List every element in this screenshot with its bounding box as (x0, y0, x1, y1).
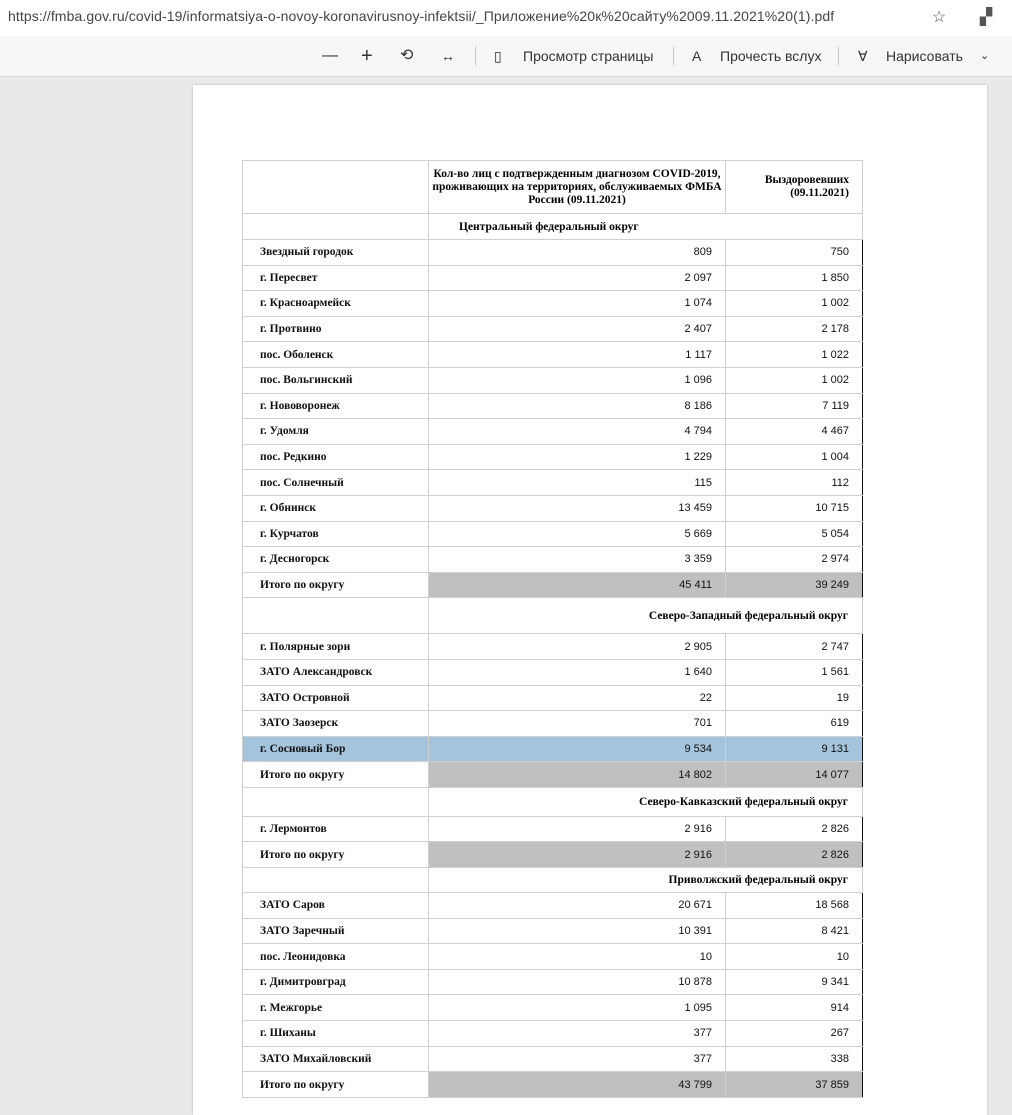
place-name: пос. Оболенск (243, 342, 429, 368)
cases-value: 1 229 (429, 444, 726, 470)
cases-value: 2 407 (429, 316, 726, 342)
region-title: Северо-Западный федеральный округ (429, 598, 863, 634)
url-text[interactable]: https://fmba.gov.ru/covid-19/informatsiya-o-novoy-koronavirusnoy-infektsii/_Приложение%20к%20сайту%2009.11.2021%20(1).pdf (8, 8, 835, 24)
region-title: Северо-Кавказский федеральный округ (429, 787, 863, 816)
place-name: г. Обнинск (243, 495, 429, 521)
total-cases: 2 916 (429, 842, 726, 868)
recovered-value: 1 850 (726, 265, 863, 291)
cases-value: 9 534 (429, 736, 726, 762)
table-row (243, 419, 863, 445)
table-row (243, 367, 863, 393)
total-recovered: 37 859 (726, 1072, 863, 1098)
place-name: Звездный городок (243, 240, 429, 266)
total-cases: 45 411 (429, 572, 726, 598)
recovered-value: 18 568 (726, 893, 863, 919)
place-name: ЗАТО Александровск (243, 659, 429, 685)
region-row (243, 598, 863, 634)
star-add-icon[interactable]: ☆ (931, 9, 947, 26)
table-row (243, 1046, 863, 1072)
recovered-value: 619 (726, 711, 863, 737)
recovered-value: 7 119 (726, 393, 863, 419)
toolbar-divider (838, 47, 839, 65)
place-name: пос. Вольгинский (243, 367, 429, 393)
cases-value: 1 074 (429, 291, 726, 317)
recovered-value: 914 (726, 995, 863, 1021)
region-row (243, 214, 863, 240)
table-row (243, 316, 863, 342)
cases-value: 1 095 (429, 995, 726, 1021)
total-label: Итого по округу (243, 572, 429, 598)
cases-value: 2 905 (429, 634, 726, 660)
covid-table (242, 160, 863, 1098)
total-label: Итого по округу (243, 762, 429, 788)
recovered-value: 10 (726, 944, 863, 970)
cases-value: 701 (429, 711, 726, 737)
place-name: пос. Солнечный (243, 470, 429, 496)
recovered-value: 338 (726, 1046, 863, 1072)
recovered-value: 1 022 (726, 342, 863, 368)
zoom-out-button[interactable]: — (322, 47, 338, 64)
place-name: г. Десногорск (243, 547, 429, 573)
place-name: г. Красноармейск (243, 291, 429, 317)
total-recovered: 39 249 (726, 572, 863, 598)
toolbar-divider (673, 47, 674, 65)
recovered-value: 267 (726, 1021, 863, 1047)
place-name: г. Димитровград (243, 969, 429, 995)
table-row (243, 944, 863, 970)
table-row (243, 495, 863, 521)
place-name: г. Нововоронеж (243, 393, 429, 419)
place-name: ЗАТО Заречный (243, 918, 429, 944)
place-name: пос. Леонидовка (243, 944, 429, 970)
cases-value: 13 459 (429, 495, 726, 521)
recovered-value: 750 (726, 240, 863, 266)
cases-value: 115 (429, 470, 726, 496)
total-cases: 43 799 (429, 1072, 726, 1098)
total-label: Итого по округу (243, 842, 429, 868)
rotate-icon[interactable]: ⟲ (400, 47, 414, 64)
region-cell-empty (243, 214, 429, 240)
place-name: г. Лермонтов (243, 816, 429, 842)
place-name: г. Сосновый Бор (243, 736, 429, 762)
place-name: г. Удомля (243, 419, 429, 445)
recovered-value: 5 054 (726, 521, 863, 547)
table-row (243, 393, 863, 419)
total-row (243, 762, 863, 788)
chevron-down-icon[interactable]: ⌄ (980, 50, 990, 62)
region-cell-empty (243, 598, 429, 634)
recovered-value: 2 974 (726, 547, 863, 573)
region-title: Приволжский федеральный округ (429, 868, 863, 893)
table-row (243, 1021, 863, 1047)
table-row (243, 470, 863, 496)
cases-value: 22 (429, 685, 726, 711)
total-row (243, 1072, 863, 1098)
page-view-icon[interactable]: ▯ (494, 48, 502, 64)
recovered-value: 4 467 (726, 419, 863, 445)
recovered-value: 8 421 (726, 918, 863, 944)
total-recovered: 2 826 (726, 842, 863, 868)
total-row (243, 842, 863, 868)
recovered-value: 2 747 (726, 634, 863, 660)
table-row (243, 995, 863, 1021)
cases-value: 2 097 (429, 265, 726, 291)
header-recovered: Выздоровевших (09.11.2021) (726, 161, 863, 214)
place-name: г. Полярные зори (243, 634, 429, 660)
cases-value: 377 (429, 1021, 726, 1047)
table-row (243, 685, 863, 711)
header-empty (243, 161, 429, 214)
pdf-page (193, 85, 987, 1115)
place-name: г. Межгорье (243, 995, 429, 1021)
table-row (243, 918, 863, 944)
place-name: ЗАТО Саров (243, 893, 429, 919)
cases-value: 2 916 (429, 816, 726, 842)
region-row (243, 787, 863, 816)
draw-button[interactable]: Нарисовать (886, 48, 963, 64)
table-row (243, 711, 863, 737)
table-row (243, 816, 863, 842)
place-name: г. Протвино (243, 316, 429, 342)
read-aloud-icon: A (692, 48, 702, 64)
cases-value: 10 391 (429, 918, 726, 944)
cases-value: 5 669 (429, 521, 726, 547)
region-row (243, 868, 863, 893)
recovered-value: 9 341 (726, 969, 863, 995)
puzzle-icon[interactable]: ▞ (979, 9, 993, 26)
cases-value: 1 640 (429, 659, 726, 685)
place-name: г. Пересвет (243, 265, 429, 291)
place-name: пос. Редкино (243, 444, 429, 470)
place-name: г. Шиханы (243, 1021, 429, 1047)
zoom-in-button[interactable]: + (361, 45, 373, 67)
table-row (243, 240, 863, 266)
cases-value: 377 (429, 1046, 726, 1072)
recovered-value: 10 715 (726, 495, 863, 521)
place-name: ЗАТО Заозерск (243, 711, 429, 737)
read-aloud-button[interactable]: Прочесть вслух (720, 48, 822, 64)
total-row (243, 572, 863, 598)
table-row (243, 736, 863, 762)
table-row (243, 634, 863, 660)
table-row (243, 547, 863, 573)
address-bar[interactable] (0, 0, 1012, 36)
cases-value: 4 794 (429, 419, 726, 445)
cases-value: 809 (429, 240, 726, 266)
pdf-toolbar (0, 36, 1012, 77)
place-name: г. Курчатов (243, 521, 429, 547)
toolbar-divider (475, 47, 476, 65)
cases-value: 20 671 (429, 893, 726, 919)
table-header (243, 161, 863, 214)
cases-value: 1 117 (429, 342, 726, 368)
table-row (243, 265, 863, 291)
recovered-value: 1 004 (726, 444, 863, 470)
fit-width-icon[interactable]: ↔ (441, 48, 455, 64)
region-cell-empty (243, 787, 429, 816)
table-row (243, 342, 863, 368)
total-label: Итого по округу (243, 1072, 429, 1098)
region-title: Центральный федеральный округ (429, 214, 863, 240)
table-row (243, 893, 863, 919)
place-name: ЗАТО Островной (243, 685, 429, 711)
cases-value: 3 359 (429, 547, 726, 573)
cases-value: 10 878 (429, 969, 726, 995)
table-row (243, 521, 863, 547)
cases-value: 10 (429, 944, 726, 970)
table-row (243, 291, 863, 317)
total-recovered: 14 077 (726, 762, 863, 788)
place-name: ЗАТО Михайловский (243, 1046, 429, 1072)
cases-value: 1 096 (429, 367, 726, 393)
draw-icon: ∀ (858, 48, 868, 64)
cases-value: 8 186 (429, 393, 726, 419)
total-cases: 14 802 (429, 762, 726, 788)
recovered-value: 2 178 (726, 316, 863, 342)
recovered-value: 112 (726, 470, 863, 496)
table-row (243, 659, 863, 685)
recovered-value: 1 002 (726, 291, 863, 317)
recovered-value: 9 131 (726, 736, 863, 762)
header-cases: Кол-во лиц с подтвержденным диагнозом COVID-2019, проживающих на территориях, обслуживаемых ФМБА России (09.11.2021) (429, 161, 726, 214)
recovered-value: 19 (726, 685, 863, 711)
table-row (243, 444, 863, 470)
region-cell-empty (243, 868, 429, 893)
recovered-value: 1 002 (726, 367, 863, 393)
recovered-value: 2 826 (726, 816, 863, 842)
recovered-value: 1 561 (726, 659, 863, 685)
table-row (243, 969, 863, 995)
page-view-button[interactable]: Просмотр страницы (523, 48, 654, 64)
